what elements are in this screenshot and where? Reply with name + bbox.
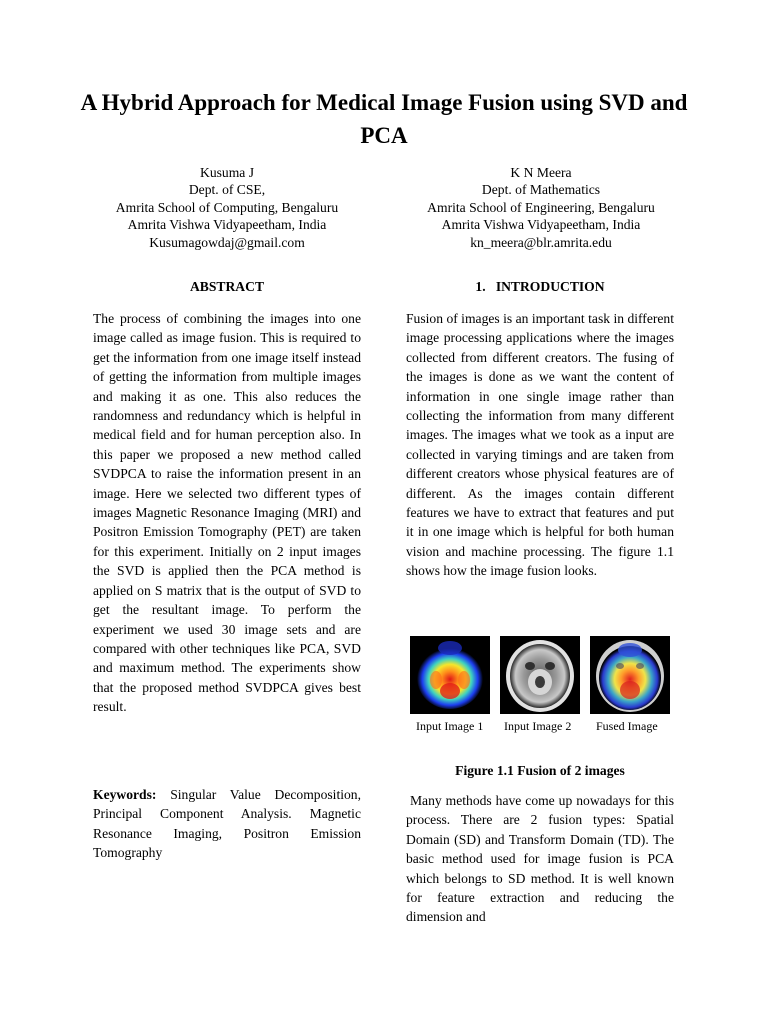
keywords-paragraph xyxy=(93,785,361,863)
figure-label-input-1: Input Image 1 xyxy=(416,719,484,733)
author-department: Dept. of CSE, xyxy=(188,182,266,198)
figure-1-1 xyxy=(410,636,674,750)
introduction-paragraph-2: Many methods have come up nowadays for this process. There are 2 fusion types: Spatial Domain (SD) and Transform Domain (TD). The basic method used for image fusion is PCA which belongs to SD method. It is well known for feature extraction and reducing the dimension and xyxy=(406,793,678,925)
author-university: Amrita Vishwa Vidyapeetham, India xyxy=(127,217,327,233)
author-block-1 xyxy=(77,164,377,251)
author-university: Amrita Vishwa Vidyapeetham, India xyxy=(441,217,641,233)
keywords-text: Singular Value Decomposition, Principal Component Analysis. Magnetic Resonance Imaging, Positron Emission Tomography xyxy=(93,787,361,861)
figure-caption: Figure 1.1 Fusion of 2 images xyxy=(455,763,625,778)
introduction-paragraph-1: Fusion of images is an important task in different image processing applications where the images collected from different creators. The fusing of the images is done as we want the content of information in one single image rather than collecting the information from many different images. The images what we took as a input are collected in varying timings and are taken from different creators whose physical features are of different. As the images contain different features we have to extract that features and put it in one image which is helpful for both human vision and machine processing. The figure 1.1 shows how the image fusion looks. xyxy=(406,311,674,579)
introduction-heading xyxy=(406,279,674,295)
figure-label-fused: Fused Image xyxy=(596,719,658,733)
figure-label-input-2: Input Image 2 xyxy=(504,719,572,733)
author-email: Kusumagowdaj@gmail.com xyxy=(149,234,305,250)
author-school: Amrita School of Engineering, Bengaluru xyxy=(427,199,655,215)
author-block-2 xyxy=(391,164,691,251)
input-image-2 xyxy=(500,636,580,714)
author-school: Amrita School of Computing, Bengaluru xyxy=(115,199,339,215)
author-name: Kusuma J xyxy=(200,165,254,180)
author-name: K N Meera xyxy=(510,165,572,180)
input-image-1 xyxy=(410,636,490,714)
abstract-text: The process of combining the images into one image called as image fusion. This is required to get the information from one image itself instead of getting the information from multiple images and making it as one. This also reduces the randomness and redundancy which is helpful in medical field and for human perception also. In this paper we proposed a new method called SVDPCA to raise the information present in an image. Here we selected two different types of images Magnetic Resonance Imaging (MRI) and Positron Emission Tomography (PET) are taken for this experiment. Initially on 2 input images the SVD is applied then the PCA method is applied on S matrix that is the output of SVD to get the resultant image. To perform the experiment we used 30 image sets and are compared with other techniques like PCA, SVD and maximum method. The experiments show that the proposed method SVDPCA gives best result. xyxy=(93,311,361,715)
introduction-heading-text: 1. INTRODUCTION xyxy=(475,279,605,294)
fused-image xyxy=(590,636,670,714)
author-department: Dept. of Mathematics xyxy=(481,182,601,198)
abstract-heading: ABSTRACT xyxy=(189,279,265,294)
keywords-label: Keywords: xyxy=(93,787,157,802)
paper-title: A Hybrid Approach for Medical Image Fusion using SVD and PCA xyxy=(80,90,688,148)
author-email: kn_meera@blr.amrita.edu xyxy=(470,234,612,250)
